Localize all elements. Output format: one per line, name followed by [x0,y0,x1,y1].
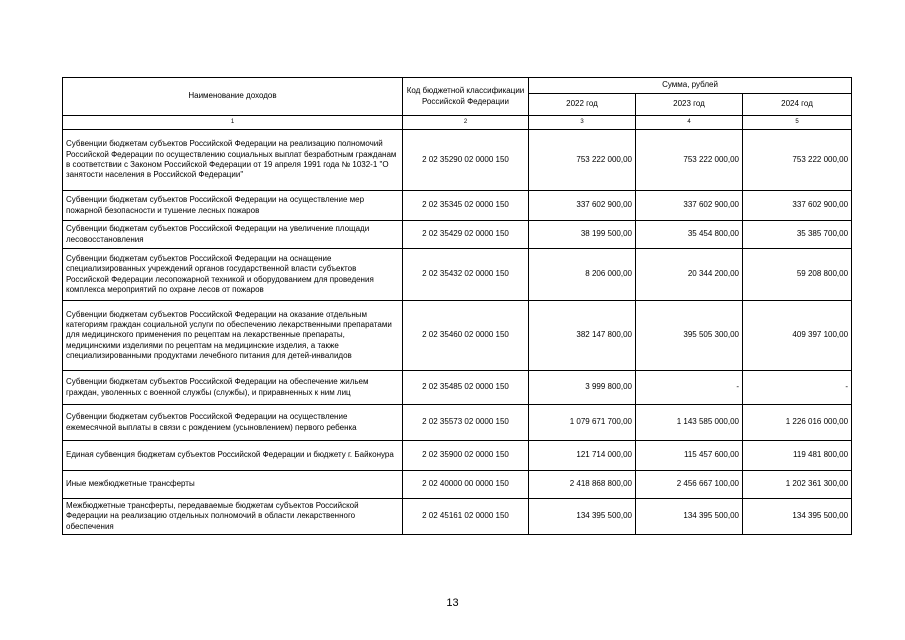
row-code-cell: 2 02 35429 02 0000 150 [403,221,529,249]
row-amount-2023-cell: 337 602 900,00 [636,191,743,221]
row-amount-2024-cell: 409 397 100,00 [743,301,852,371]
row-name-cell: Субвенции бюджетам субъектов Российской Федерации на реализацию полномочий Российской Федерации по осуществлению социальных выплат безработным гражданам в соответствии с Законом Российской Федерации от 19 апреля 1991 года № 1032-1 "О занятости населения в Российской Федерации" [63,130,403,191]
row-code-cell: 2 02 35573 02 0000 150 [403,405,529,441]
page-number: 13 [446,597,459,609]
row-code-cell: 2 02 45161 02 0000 150 [403,499,529,535]
col-header-name: Наименование доходов [63,78,403,116]
row-amount-2024-cell: 1 226 016 000,00 [743,405,852,441]
row-amount-2023-cell: 115 457 600,00 [636,441,743,471]
row-amount-2022-cell: 8 206 000,00 [529,249,636,301]
row-name-cell: Субвенции бюджетам субъектов Российской Федерации на осуществление мер пожарной безопасности и тушение лесных пожаров [63,191,403,221]
row-amount-2022-cell: 753 222 000,00 [529,130,636,191]
row-code-cell: 2 02 35460 02 0000 150 [403,301,529,371]
col-header-sum: Сумма, рублей [529,78,852,94]
row-name-cell: Субвенции бюджетам субъектов Российской Федерации на обеспечение жильем граждан, уволенных с военной службы (службы), и приравненных к ним лиц [63,371,403,405]
col-number-1: 1 [63,116,403,130]
row-code-cell: 2 02 35900 02 0000 150 [403,441,529,471]
row-amount-2022-cell: 382 147 800,00 [529,301,636,371]
col-number-5: 5 [743,116,852,130]
row-name-cell: Субвенции бюджетам субъектов Российской Федерации на увеличение площади лесовосстановления [63,221,403,249]
row-amount-2024-cell: 134 395 500,00 [743,499,852,535]
row-amount-2022-cell: 134 395 500,00 [529,499,636,535]
row-amount-2024-cell: - [743,371,852,405]
col-number-2: 2 [403,116,529,130]
row-amount-2023-cell: 1 143 585 000,00 [636,405,743,441]
table-row [63,441,852,471]
col-number-4: 4 [636,116,743,130]
row-amount-2022-cell: 3 999 800,00 [529,371,636,405]
row-name-cell: Иные межбюджетные трансферты [63,471,403,499]
table-row [63,221,852,249]
col-header-code: Код бюджетной классификации Российской Федерации [403,78,529,116]
table-row [63,249,852,301]
row-name-cell: Межбюджетные трансферты, передаваемые бюджетам субъектов Российской Федерации на реализацию отдельных полномочий в области лекарственного обеспечения [63,499,403,535]
table-row [63,499,852,535]
row-code-cell: 2 02 35290 02 0000 150 [403,130,529,191]
row-name-cell: Субвенции бюджетам субъектов Российской Федерации на оснащение специализированных учреждений органов государственной власти субъектов Российской Федерации лесопожарной техникой и оборудованием для проведения комплекса мероприятий по охране лесов от пожаров [63,249,403,301]
row-amount-2022-cell: 337 602 900,00 [529,191,636,221]
row-name-cell: Единая субвенция бюджетам субъектов Российской Федерации и бюджету г. Байконура [63,441,403,471]
table-row [63,405,852,441]
table-row [63,130,852,191]
row-amount-2023-cell: 134 395 500,00 [636,499,743,535]
row-amount-2022-cell: 38 199 500,00 [529,221,636,249]
col-number-3: 3 [529,116,636,130]
table-header [63,78,852,130]
row-amount-2023-cell: 35 454 800,00 [636,221,743,249]
table-row [63,471,852,499]
col-header-year-2022: 2022 год [529,94,636,116]
row-code-cell: 2 02 35432 02 0000 150 [403,249,529,301]
row-amount-2023-cell: 753 222 000,00 [636,130,743,191]
row-code-cell: 2 02 35345 02 0000 150 [403,191,529,221]
table-row [63,191,852,221]
row-amount-2024-cell: 59 208 800,00 [743,249,852,301]
table-row [63,301,852,371]
revenue-table [62,77,852,535]
row-amount-2024-cell: 35 385 700,00 [743,221,852,249]
row-amount-2022-cell: 121 714 000,00 [529,441,636,471]
row-amount-2023-cell: 2 456 667 100,00 [636,471,743,499]
col-header-year-2023: 2023 год [636,94,743,116]
table-body [63,130,852,535]
row-name-cell: Субвенции бюджетам субъектов Российской Федерации на оказание отдельным категориям граждан социальной услуги по обеспечению лекарственными препаратами для медицинского применения по рецептам на лекарственные препараты, медицинскими изделиями по рецептам на медицинские изделия, а также специализированными продуктами лечебного питания для детей-инвалидов [63,301,403,371]
row-amount-2023-cell: 20 344 200,00 [636,249,743,301]
row-name-cell: Субвенции бюджетам субъектов Российской Федерации на осуществление ежемесячной выплаты в связи с рождением (усыновлением) первого ребенка [63,405,403,441]
table-row [63,371,852,405]
row-amount-2024-cell: 753 222 000,00 [743,130,852,191]
row-amount-2024-cell: 337 602 900,00 [743,191,852,221]
row-amount-2024-cell: 119 481 800,00 [743,441,852,471]
col-header-year-2024: 2024 год [743,94,852,116]
row-amount-2022-cell: 1 079 671 700,00 [529,405,636,441]
row-amount-2022-cell: 2 418 868 800,00 [529,471,636,499]
row-amount-2024-cell: 1 202 361 300,00 [743,471,852,499]
row-code-cell: 2 02 40000 00 0000 150 [403,471,529,499]
row-amount-2023-cell: 395 505 300,00 [636,301,743,371]
row-code-cell: 2 02 35485 02 0000 150 [403,371,529,405]
row-amount-2023-cell: - [636,371,743,405]
